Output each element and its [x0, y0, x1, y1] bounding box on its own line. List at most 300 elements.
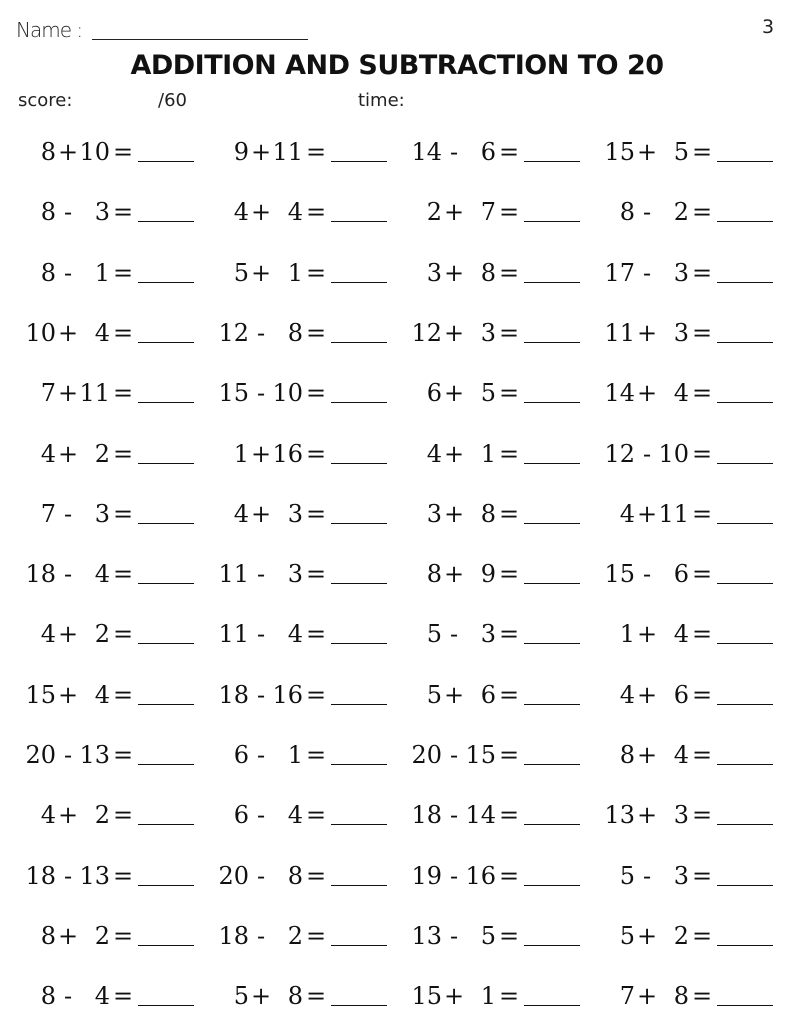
- answer-blank[interactable]: [138, 221, 194, 222]
- first-operand: 5: [426, 681, 442, 709]
- page-title: ADDITION AND SUBTRACTION TO 20: [130, 50, 664, 81]
- operator: -: [63, 982, 73, 1010]
- answer-blank[interactable]: [331, 282, 387, 283]
- math-problem: [601, 846, 794, 906]
- operator: +: [58, 681, 79, 709]
- answer-blank[interactable]: [524, 583, 580, 584]
- second-operand: 1: [287, 741, 303, 769]
- problem-row: [0, 122, 794, 182]
- answer-blank[interactable]: [138, 282, 194, 283]
- math-problem: [601, 725, 794, 785]
- equals-sign: =: [305, 741, 327, 769]
- answer-blank[interactable]: [524, 945, 580, 946]
- answer-blank[interactable]: [331, 1005, 387, 1006]
- second-operand: 3: [480, 319, 496, 347]
- math-problem: [408, 906, 602, 966]
- math-problem: [601, 303, 794, 363]
- operator: -: [642, 198, 652, 226]
- second-operand: 11: [272, 138, 303, 166]
- math-problem: [22, 665, 216, 725]
- second-operand: 2: [673, 922, 689, 950]
- second-operand: 16: [272, 440, 303, 468]
- first-operand: 14: [411, 138, 442, 166]
- first-operand: 8: [619, 741, 635, 769]
- operator: +: [58, 319, 79, 347]
- first-operand: 1: [619, 620, 635, 648]
- first-operand: 12: [411, 319, 442, 347]
- answer-blank[interactable]: [524, 523, 580, 524]
- math-problem: [22, 303, 216, 363]
- operator: +: [58, 440, 79, 468]
- answer-blank[interactable]: [138, 161, 194, 162]
- second-operand: 3: [94, 198, 110, 226]
- first-operand: 17: [604, 259, 635, 287]
- answer-blank[interactable]: [331, 342, 387, 343]
- math-problem: [601, 182, 794, 242]
- equals-sign: =: [498, 440, 520, 468]
- first-operand: 15: [604, 560, 635, 588]
- first-operand: 4: [40, 801, 56, 829]
- answer-blank[interactable]: [138, 885, 194, 886]
- first-operand: 12: [604, 440, 635, 468]
- problem-grid: [0, 122, 794, 1022]
- equals-sign: =: [305, 198, 327, 226]
- equals-sign: =: [305, 982, 327, 1010]
- operator: +: [251, 138, 272, 166]
- problem-row: [0, 785, 794, 845]
- equals-sign: =: [112, 560, 134, 588]
- equals-sign: =: [305, 440, 327, 468]
- second-operand: 1: [94, 259, 110, 287]
- problem-row: [0, 544, 794, 604]
- first-operand: 11: [218, 560, 249, 588]
- math-problem: [408, 544, 602, 604]
- operator: +: [58, 922, 79, 950]
- math-problem: [22, 484, 216, 544]
- first-operand: 15: [218, 379, 249, 407]
- first-operand: 18: [218, 922, 249, 950]
- operator: -: [642, 440, 652, 468]
- equals-sign: =: [305, 801, 327, 829]
- math-problem: [22, 604, 216, 664]
- math-problem: [215, 303, 409, 363]
- second-operand: 8: [287, 982, 303, 1010]
- second-operand: 1: [480, 440, 496, 468]
- math-problem: [215, 725, 409, 785]
- equals-sign: =: [498, 560, 520, 588]
- second-operand: 3: [673, 801, 689, 829]
- problem-row: [0, 484, 794, 544]
- answer-blank[interactable]: [331, 161, 387, 162]
- first-operand: 7: [619, 982, 635, 1010]
- math-problem: [22, 243, 216, 303]
- equals-sign: =: [112, 500, 134, 528]
- first-operand: 11: [604, 319, 635, 347]
- second-operand: 15: [465, 741, 496, 769]
- operator: +: [58, 379, 79, 407]
- operator: -: [63, 259, 73, 287]
- second-operand: 2: [94, 922, 110, 950]
- operator: -: [256, 379, 266, 407]
- math-problem: [215, 182, 409, 242]
- math-problem: [601, 243, 794, 303]
- problem-row: [0, 182, 794, 242]
- answer-blank[interactable]: [717, 282, 773, 283]
- math-problem: [22, 363, 216, 423]
- answer-blank[interactable]: [524, 282, 580, 283]
- second-operand: 1: [287, 259, 303, 287]
- answer-blank[interactable]: [717, 824, 773, 825]
- math-problem: [22, 122, 216, 182]
- operator: -: [256, 560, 266, 588]
- operator: +: [444, 319, 465, 347]
- equals-sign: =: [112, 862, 134, 890]
- answer-blank[interactable]: [524, 764, 580, 765]
- math-problem: [601, 484, 794, 544]
- equals-sign: =: [112, 440, 134, 468]
- operator: +: [637, 379, 658, 407]
- operator: +: [58, 138, 79, 166]
- equals-sign: =: [112, 620, 134, 648]
- problem-row: [0, 966, 794, 1026]
- first-operand: 5: [619, 922, 635, 950]
- equals-sign: =: [498, 379, 520, 407]
- operator: -: [63, 500, 73, 528]
- answer-blank[interactable]: [331, 885, 387, 886]
- first-operand: 15: [604, 138, 635, 166]
- operator: -: [449, 922, 459, 950]
- second-operand: 11: [79, 379, 110, 407]
- answer-blank[interactable]: [138, 704, 194, 705]
- operator: +: [637, 319, 658, 347]
- problem-row: [0, 363, 794, 423]
- operator: +: [58, 801, 79, 829]
- second-operand: 16: [465, 862, 496, 890]
- answer-blank[interactable]: [331, 463, 387, 464]
- answer-blank[interactable]: [138, 764, 194, 765]
- equals-sign: =: [498, 681, 520, 709]
- operator: -: [256, 922, 266, 950]
- operator: +: [444, 982, 465, 1010]
- operator: -: [449, 741, 459, 769]
- second-operand: 14: [465, 801, 496, 829]
- problem-row: [0, 846, 794, 906]
- operator: +: [251, 500, 272, 528]
- equals-sign: =: [112, 982, 134, 1010]
- second-operand: 8: [673, 982, 689, 1010]
- answer-blank[interactable]: [717, 643, 773, 644]
- answer-blank[interactable]: [138, 643, 194, 644]
- answer-blank[interactable]: [331, 221, 387, 222]
- operator: +: [444, 440, 465, 468]
- math-problem: [215, 363, 409, 423]
- first-operand: 5: [233, 982, 249, 1010]
- equals-sign: =: [498, 138, 520, 166]
- second-operand: 8: [287, 319, 303, 347]
- second-operand: 2: [287, 922, 303, 950]
- math-problem: [408, 303, 602, 363]
- second-operand: 4: [287, 198, 303, 226]
- equals-sign: =: [498, 500, 520, 528]
- math-problem: [408, 424, 602, 484]
- second-operand: 13: [79, 741, 110, 769]
- math-problem: [601, 665, 794, 725]
- equals-sign: =: [498, 198, 520, 226]
- math-problem: [22, 906, 216, 966]
- equals-sign: =: [112, 379, 134, 407]
- answer-blank[interactable]: [331, 945, 387, 946]
- equals-sign: =: [305, 922, 327, 950]
- operator: -: [449, 862, 459, 890]
- math-problem: [215, 604, 409, 664]
- answer-blank[interactable]: [717, 704, 773, 705]
- equals-sign: =: [691, 620, 713, 648]
- operator: -: [256, 620, 266, 648]
- problem-row: [0, 725, 794, 785]
- first-operand: 4: [233, 500, 249, 528]
- equals-sign: =: [691, 259, 713, 287]
- second-operand: 4: [673, 620, 689, 648]
- first-operand: 2: [426, 198, 442, 226]
- math-problem: [601, 122, 794, 182]
- math-problem: [601, 544, 794, 604]
- answer-blank[interactable]: [331, 583, 387, 584]
- second-operand: 2: [94, 801, 110, 829]
- answer-blank[interactable]: [138, 945, 194, 946]
- answer-blank[interactable]: [524, 824, 580, 825]
- math-problem: [215, 122, 409, 182]
- answer-blank[interactable]: [717, 583, 773, 584]
- equals-sign: =: [691, 922, 713, 950]
- equals-sign: =: [691, 862, 713, 890]
- first-operand: 9: [233, 138, 249, 166]
- second-operand: 13: [79, 862, 110, 890]
- equals-sign: =: [691, 379, 713, 407]
- operator: +: [251, 198, 272, 226]
- answer-blank[interactable]: [138, 583, 194, 584]
- math-problem: [22, 785, 216, 845]
- answer-blank[interactable]: [524, 342, 580, 343]
- answer-blank[interactable]: [717, 402, 773, 403]
- answer-blank[interactable]: [524, 161, 580, 162]
- answer-blank[interactable]: [717, 945, 773, 946]
- math-problem: [408, 785, 602, 845]
- first-operand: 20: [25, 741, 56, 769]
- answer-blank[interactable]: [524, 885, 580, 886]
- equals-sign: =: [305, 379, 327, 407]
- equals-sign: =: [498, 801, 520, 829]
- first-operand: 13: [604, 801, 635, 829]
- operator: +: [251, 259, 272, 287]
- operator: +: [444, 500, 465, 528]
- equals-sign: =: [112, 259, 134, 287]
- second-operand: 4: [94, 560, 110, 588]
- operator: -: [63, 862, 73, 890]
- operator: -: [449, 138, 459, 166]
- answer-blank[interactable]: [138, 1005, 194, 1006]
- math-problem: [408, 484, 602, 544]
- equals-sign: =: [305, 862, 327, 890]
- math-problem: [22, 966, 216, 1026]
- first-operand: 3: [426, 500, 442, 528]
- math-problem: [601, 363, 794, 423]
- math-problem: [215, 243, 409, 303]
- equals-sign: =: [691, 138, 713, 166]
- equals-sign: =: [691, 500, 713, 528]
- answer-blank[interactable]: [524, 221, 580, 222]
- name-label: Name :: [16, 18, 83, 42]
- operator: +: [444, 681, 465, 709]
- second-operand: 2: [94, 440, 110, 468]
- first-operand: 8: [426, 560, 442, 588]
- operator: +: [251, 440, 272, 468]
- second-operand: 8: [287, 862, 303, 890]
- answer-blank[interactable]: [524, 402, 580, 403]
- answer-blank[interactable]: [717, 161, 773, 162]
- math-problem: [215, 966, 409, 1026]
- first-operand: 5: [426, 620, 442, 648]
- math-problem: [22, 544, 216, 604]
- math-problem: [215, 665, 409, 725]
- first-operand: 18: [25, 862, 56, 890]
- second-operand: 6: [673, 560, 689, 588]
- operator: -: [256, 801, 266, 829]
- equals-sign: =: [112, 138, 134, 166]
- math-problem: [408, 725, 602, 785]
- first-operand: 14: [604, 379, 635, 407]
- answer-blank[interactable]: [138, 463, 194, 464]
- answer-blank[interactable]: [138, 523, 194, 524]
- second-operand: 4: [94, 319, 110, 347]
- operator: -: [256, 741, 266, 769]
- second-operand: 6: [480, 138, 496, 166]
- first-operand: 4: [619, 500, 635, 528]
- math-problem: [215, 846, 409, 906]
- first-operand: 5: [233, 259, 249, 287]
- score-label: score:: [18, 90, 73, 111]
- second-operand: 6: [480, 681, 496, 709]
- second-operand: 3: [287, 560, 303, 588]
- answer-blank[interactable]: [331, 523, 387, 524]
- answer-blank[interactable]: [331, 402, 387, 403]
- answer-blank[interactable]: [524, 1005, 580, 1006]
- answer-blank[interactable]: [524, 704, 580, 705]
- problem-row: [0, 604, 794, 664]
- second-operand: 3: [673, 862, 689, 890]
- operator: -: [63, 560, 73, 588]
- answer-blank[interactable]: [717, 342, 773, 343]
- answer-blank[interactable]: [717, 885, 773, 886]
- operator: -: [256, 319, 266, 347]
- equals-sign: =: [112, 681, 134, 709]
- second-operand: 4: [287, 620, 303, 648]
- math-problem: [408, 182, 602, 242]
- answer-blank[interactable]: [331, 643, 387, 644]
- second-operand: 5: [480, 922, 496, 950]
- answer-blank[interactable]: [717, 221, 773, 222]
- equals-sign: =: [112, 922, 134, 950]
- math-problem: [408, 363, 602, 423]
- answer-blank[interactable]: [138, 824, 194, 825]
- first-operand: 8: [40, 259, 56, 287]
- equals-sign: =: [498, 259, 520, 287]
- answer-blank[interactable]: [138, 402, 194, 403]
- answer-blank[interactable]: [331, 824, 387, 825]
- operator: -: [63, 198, 73, 226]
- answer-blank[interactable]: [717, 764, 773, 765]
- answer-blank[interactable]: [331, 764, 387, 765]
- answer-blank[interactable]: [717, 463, 773, 464]
- problem-row: [0, 243, 794, 303]
- math-problem: [408, 846, 602, 906]
- first-operand: 20: [411, 741, 442, 769]
- math-problem: [601, 604, 794, 664]
- second-operand: 3: [673, 319, 689, 347]
- first-operand: 6: [233, 741, 249, 769]
- math-problem: [22, 725, 216, 785]
- equals-sign: =: [498, 741, 520, 769]
- operator: +: [444, 379, 465, 407]
- answer-blank[interactable]: [138, 342, 194, 343]
- second-operand: 8: [480, 500, 496, 528]
- equals-sign: =: [691, 319, 713, 347]
- problem-row: [0, 424, 794, 484]
- second-operand: 16: [272, 681, 303, 709]
- first-operand: 13: [411, 922, 442, 950]
- answer-blank[interactable]: [524, 463, 580, 464]
- problem-row: [0, 906, 794, 966]
- math-problem: [408, 122, 602, 182]
- second-operand: 7: [480, 198, 496, 226]
- first-operand: 8: [40, 138, 56, 166]
- operator: -: [256, 681, 266, 709]
- operator: +: [637, 801, 658, 829]
- first-operand: 4: [40, 440, 56, 468]
- second-operand: 4: [94, 681, 110, 709]
- first-operand: 3: [426, 259, 442, 287]
- equals-sign: =: [305, 560, 327, 588]
- second-operand: 3: [480, 620, 496, 648]
- first-operand: 4: [40, 620, 56, 648]
- first-operand: 7: [40, 379, 56, 407]
- math-problem: [408, 243, 602, 303]
- first-operand: 15: [25, 681, 56, 709]
- second-operand: 9: [480, 560, 496, 588]
- second-operand: 1: [480, 982, 496, 1010]
- math-problem: [215, 424, 409, 484]
- operator: -: [449, 801, 459, 829]
- first-operand: 8: [40, 198, 56, 226]
- second-operand: 4: [673, 741, 689, 769]
- math-problem: [215, 785, 409, 845]
- equals-sign: =: [112, 741, 134, 769]
- math-problem: [22, 846, 216, 906]
- answer-blank[interactable]: [524, 643, 580, 644]
- math-problem: [215, 544, 409, 604]
- math-problem: [22, 424, 216, 484]
- second-operand: 4: [94, 982, 110, 1010]
- equals-sign: =: [691, 801, 713, 829]
- answer-blank[interactable]: [717, 1005, 773, 1006]
- answer-blank[interactable]: [331, 704, 387, 705]
- operator: +: [58, 620, 79, 648]
- first-operand: 18: [411, 801, 442, 829]
- name-field[interactable]: [92, 39, 308, 40]
- answer-blank[interactable]: [717, 523, 773, 524]
- math-problem: [601, 906, 794, 966]
- math-problem: [601, 785, 794, 845]
- equals-sign: =: [305, 259, 327, 287]
